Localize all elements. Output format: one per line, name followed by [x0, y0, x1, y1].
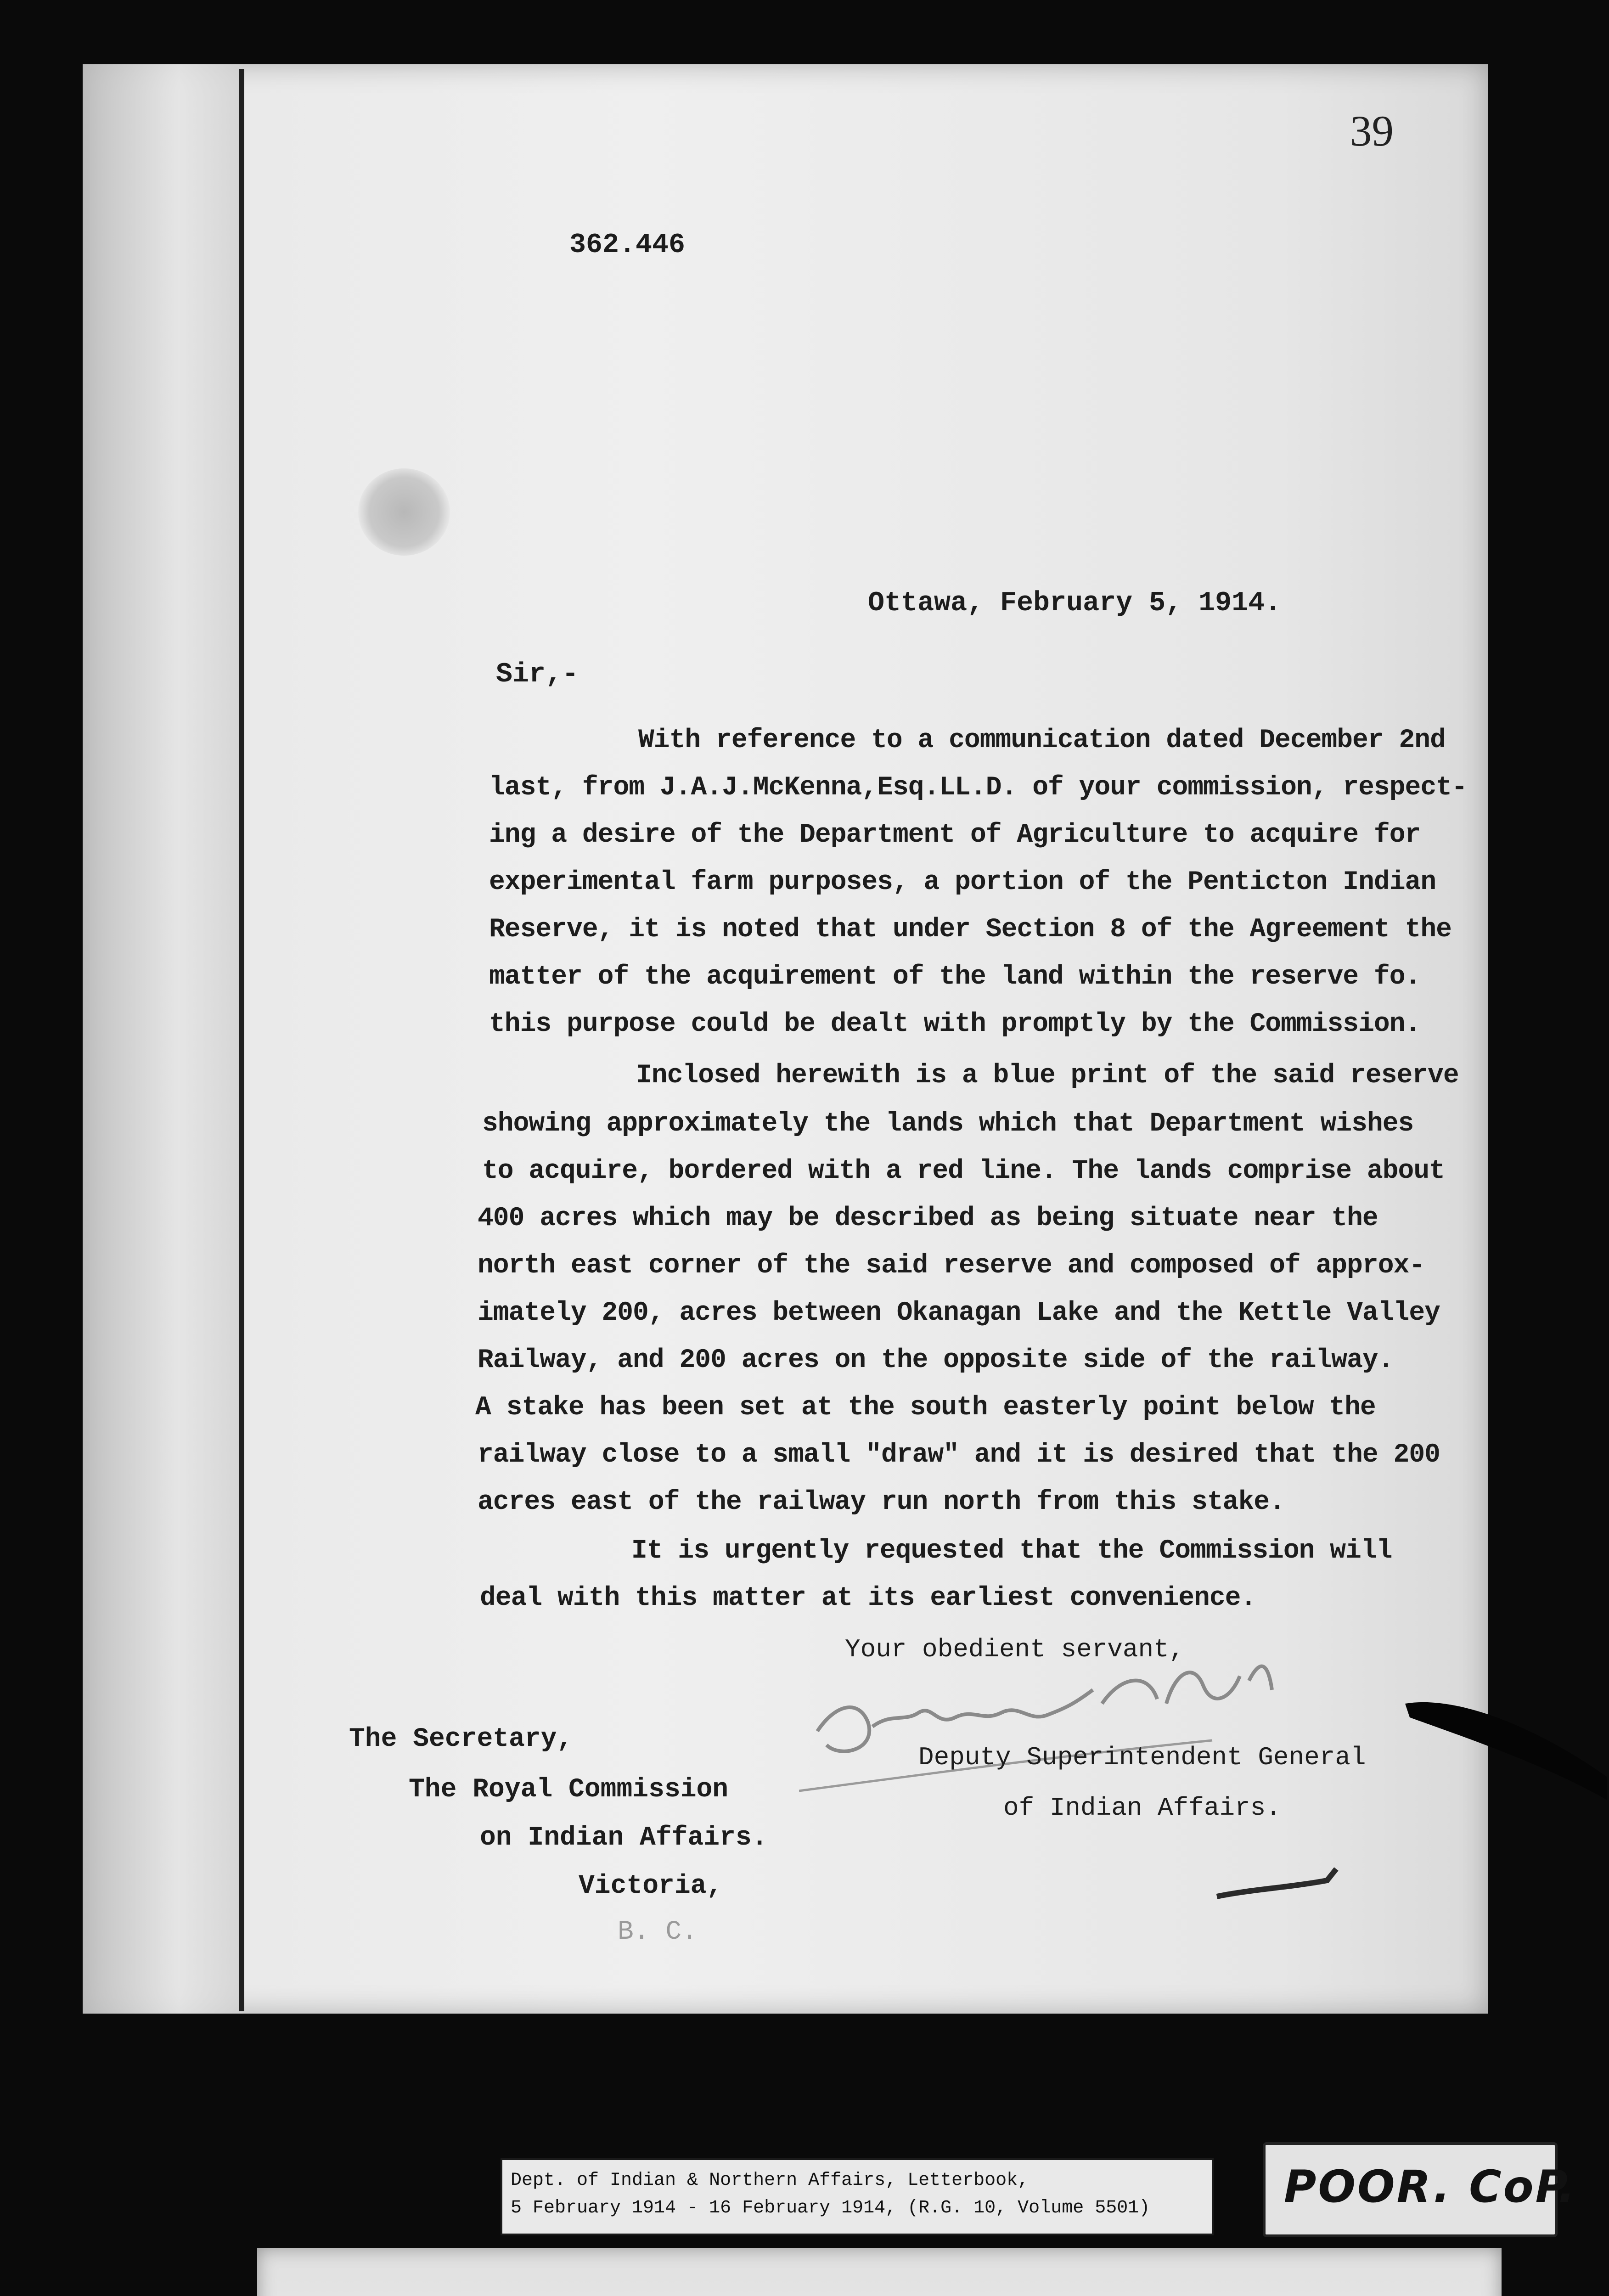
source-label-line-2: 5 February 1914 - 16 February 1914, (R.G. 10, Volume 5501) [511, 2198, 1150, 2218]
body-line: showing approximately the lands which that Department wishes [482, 1109, 1414, 1139]
signature-title-line-2: of Indian Affairs. [1003, 1793, 1281, 1823]
body-line: acres east of the railway run north from this stake. [478, 1487, 1285, 1517]
body-line: Railway, and 200 acres on the opposite side of the railway. [478, 1345, 1394, 1375]
handwritten-signature [799, 1635, 1378, 1800]
faded-stamp [358, 468, 450, 556]
body-line: deal with this matter at its earliest convenience. [480, 1583, 1256, 1613]
pen-mark [1212, 1864, 1341, 1906]
binding-fold-line [239, 69, 244, 2011]
poor-copy-text: POOR. CoP. [1284, 2161, 1577, 2212]
body-line: to acquire, bordered with a red line. The lands comprise about [482, 1156, 1445, 1186]
address-line: The Secretary, [349, 1724, 573, 1754]
body-line: imately 200, acres between Okanagan Lake and the Kettle Valley [478, 1298, 1440, 1328]
salutation: Sir,- [496, 659, 579, 690]
pointer-shadow [1405, 1694, 1607, 1800]
address-line: Victoria, [579, 1871, 723, 1901]
source-label-line-1: Dept. of Indian & Northern Affairs, Letterbook, [511, 2170, 1029, 2191]
body-line: north east corner of the said reserve and composed of approx- [478, 1251, 1425, 1281]
page-binding-shadow [83, 64, 243, 2014]
page-number: 39 [1350, 107, 1394, 155]
body-line: last, from J.A.J.McKenna,Esq.LL.D. of your commission, respect- [489, 773, 1467, 803]
poor-copy-note [1263, 2142, 1577, 2237]
body-line: 400 acres which may be described as being situate near the [478, 1204, 1378, 1233]
file-number: 362.446 [569, 230, 686, 261]
body-line: It is urgently requested that the Commission will [631, 1536, 1392, 1566]
body-line: matter of the acquirement of the land within the reserve fo. [489, 962, 1421, 992]
archives-card [257, 2248, 1502, 2296]
address-line: on Indian Affairs. [480, 1823, 768, 1853]
signature-title-line-1: Deputy Superintendent General [918, 1743, 1366, 1772]
body-line: railway close to a small "draw" and it is desired that the 200 [478, 1440, 1440, 1470]
body-line: A stake has been set at the south easterly point below the [475, 1393, 1376, 1423]
source-label [501, 2158, 1214, 2235]
date-line: Ottawa, February 5, 1914. [868, 588, 1282, 619]
body-line: this purpose could be dealt with promptly by the Commission. [489, 1009, 1421, 1039]
closing: Your obedient servant, [845, 1635, 1185, 1664]
address-line: The Royal Commission [409, 1775, 729, 1805]
body-line: Reserve, it is noted that under Section 8 of the Agreement the [489, 915, 1451, 945]
body-line: ing a desire of the Department of Agriculture to acquire for [489, 820, 1421, 850]
body-line: Inclosed herewith is a blue print of the said reserve [636, 1061, 1459, 1091]
body-line: experimental farm purposes, a portion of the Penticton Indian [489, 867, 1436, 897]
address-line: B. C. [618, 1917, 698, 1947]
body-line: With reference to a communication dated December 2nd [638, 726, 1446, 755]
